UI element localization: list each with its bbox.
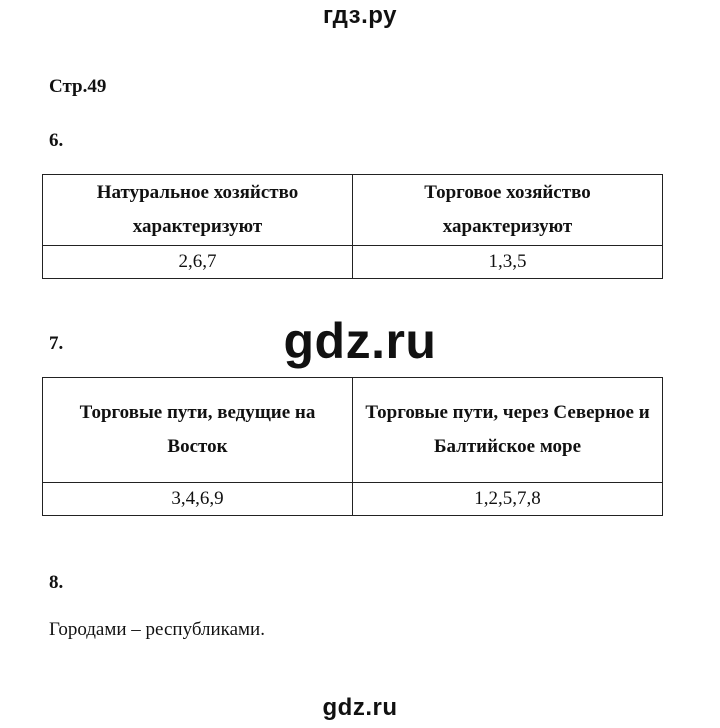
- table-cell: 2,6,7: [43, 246, 353, 279]
- task-7-number: 7.: [49, 333, 64, 354]
- watermark-top: гдз.ру: [323, 2, 397, 29]
- table-cell: 3,4,6,9: [43, 483, 353, 516]
- task-6-table: [42, 174, 663, 279]
- task-6-number: 6.: [49, 130, 64, 151]
- table-cell: 1,2,5,7,8: [353, 483, 663, 516]
- table-cell: 1,3,5: [353, 246, 663, 279]
- table-header-cell: Торговые пути, ведущие на Восток: [43, 378, 353, 483]
- table-header-cell: Торговое хозяйство характеризуют: [353, 175, 663, 246]
- watermark-middle: gdz.ru: [283, 313, 437, 369]
- table-header-row: [43, 378, 663, 483]
- task-8-number: 8.: [49, 572, 64, 593]
- watermark-bottom: gdz.ru: [322, 694, 398, 721]
- task-8-answer: Городами – республиками.: [49, 619, 265, 640]
- page-heading: Стр.49: [49, 76, 107, 97]
- table-header-cell: Торговые пути, через Северное и Балтийское море: [353, 378, 663, 483]
- table-row: [43, 246, 663, 279]
- task-7-table: [42, 377, 663, 516]
- table-row: [43, 483, 663, 516]
- table-header-row: [43, 175, 663, 246]
- table-header-cell: Натуральное хозяйство характеризуют: [43, 175, 353, 246]
